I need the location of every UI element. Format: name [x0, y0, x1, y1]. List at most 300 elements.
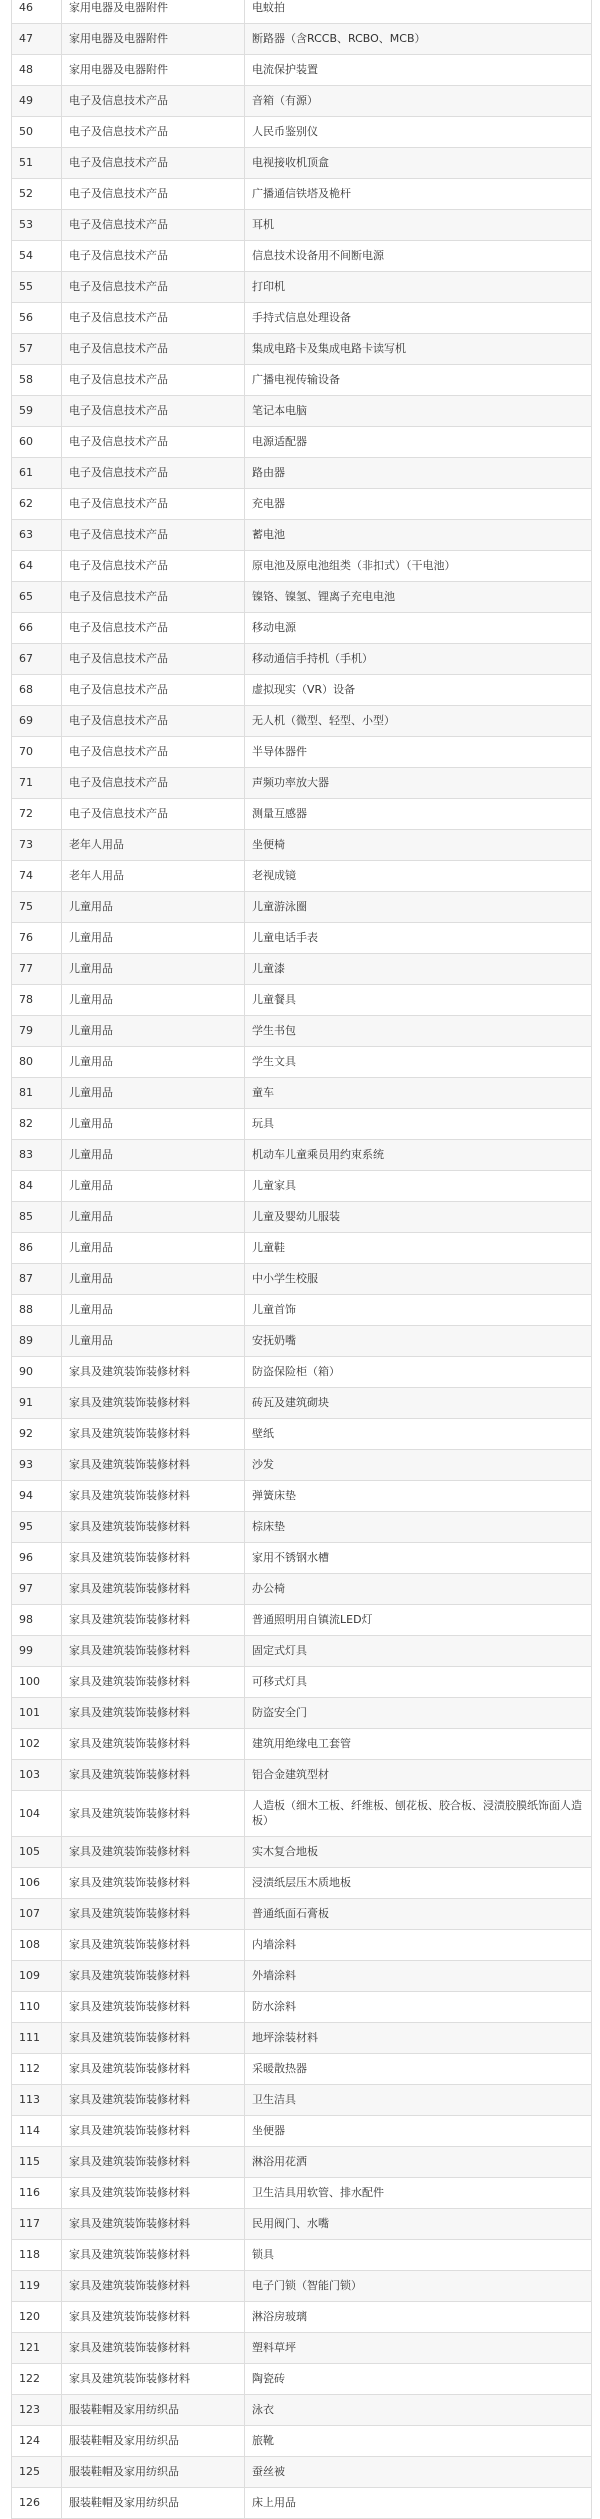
product-category: 电子及信息技术产品	[62, 644, 245, 675]
row-number: 109	[12, 1961, 62, 1992]
table-row	[12, 1233, 592, 1264]
row-number: 53	[12, 210, 62, 241]
product-name: 儿童鞋	[245, 1233, 592, 1264]
product-category: 家具及建筑装饰装修材料	[62, 1512, 245, 1543]
product-name: 锁具	[245, 2240, 592, 2271]
product-name: 原电池及原电池组类（非扣式）（干电池）	[245, 551, 592, 582]
product-name: 手持式信息处理设备	[245, 303, 592, 334]
product-name: 老视成镜	[245, 861, 592, 892]
product-name: 耳机	[245, 210, 592, 241]
row-number: 69	[12, 706, 62, 737]
table-row	[12, 1171, 592, 1202]
product-name: 信息技术设备用不间断电源	[245, 241, 592, 272]
table-row	[12, 55, 592, 86]
product-category: 家具及建筑装饰装修材料	[62, 1760, 245, 1791]
product-name: 笔记本电脑	[245, 396, 592, 427]
row-number: 74	[12, 861, 62, 892]
product-category: 家具及建筑装饰装修材料	[62, 1868, 245, 1899]
product-name: 床上用品	[245, 2488, 592, 2519]
product-category: 家具及建筑装饰装修材料	[62, 1636, 245, 1667]
product-name: 蓄电池	[245, 520, 592, 551]
table-row	[12, 2395, 592, 2426]
table-row	[12, 1450, 592, 1481]
table-row	[12, 520, 592, 551]
table-row	[12, 2147, 592, 2178]
table-row	[12, 272, 592, 303]
table-row	[12, 1264, 592, 1295]
product-name: 儿童漆	[245, 954, 592, 985]
row-number: 51	[12, 148, 62, 179]
product-category: 儿童用品	[62, 1264, 245, 1295]
table-row	[12, 86, 592, 117]
product-category: 儿童用品	[62, 1202, 245, 1233]
product-category: 电子及信息技术产品	[62, 179, 245, 210]
product-category: 家具及建筑装饰装修材料	[62, 2054, 245, 2085]
product-category: 家具及建筑装饰装修材料	[62, 1667, 245, 1698]
row-number: 87	[12, 1264, 62, 1295]
row-number: 120	[12, 2302, 62, 2333]
product-category: 电子及信息技术产品	[62, 241, 245, 272]
product-category: 家具及建筑装饰装修材料	[62, 1992, 245, 2023]
table-row	[12, 0, 592, 24]
table-row	[12, 1636, 592, 1667]
table-row	[12, 1202, 592, 1233]
table-row	[12, 148, 592, 179]
table-row	[12, 1574, 592, 1605]
product-category: 电子及信息技术产品	[62, 520, 245, 551]
row-number: 118	[12, 2240, 62, 2271]
table-row	[12, 210, 592, 241]
product-name: 采暖散热器	[245, 2054, 592, 2085]
table-row	[12, 365, 592, 396]
product-name: 儿童餐具	[245, 985, 592, 1016]
table-row	[12, 458, 592, 489]
product-category: 家具及建筑装饰装修材料	[62, 2209, 245, 2240]
row-number: 123	[12, 2395, 62, 2426]
product-name: 镍铬、镍氢、锂离子充电电池	[245, 582, 592, 613]
row-number: 88	[12, 1295, 62, 1326]
product-name: 外墙涂料	[245, 1961, 592, 1992]
product-category: 儿童用品	[62, 1171, 245, 1202]
product-category: 家具及建筑装饰装修材料	[62, 1574, 245, 1605]
table-row	[12, 1868, 592, 1899]
product-name: 玩具	[245, 1109, 592, 1140]
product-category: 家具及建筑装饰装修材料	[62, 1543, 245, 1574]
row-number: 99	[12, 1636, 62, 1667]
product-name: 移动电源	[245, 613, 592, 644]
product-name: 人民币鉴别仪	[245, 117, 592, 148]
row-number: 108	[12, 1930, 62, 1961]
product-name: 广播通信铁塔及桅杆	[245, 179, 592, 210]
product-category: 电子及信息技术产品	[62, 303, 245, 334]
product-name: 儿童游泳圈	[245, 892, 592, 923]
table-row	[12, 489, 592, 520]
product-name: 泳衣	[245, 2395, 592, 2426]
row-number: 50	[12, 117, 62, 148]
product-category: 家具及建筑装饰装修材料	[62, 1899, 245, 1930]
table-row	[12, 1992, 592, 2023]
row-number: 90	[12, 1357, 62, 1388]
product-category: 服装鞋帽及家用纺织品	[62, 2426, 245, 2457]
product-name: 学生书包	[245, 1016, 592, 1047]
table-row	[12, 1605, 592, 1636]
product-category: 家具及建筑装饰装修材料	[62, 1419, 245, 1450]
row-number: 110	[12, 1992, 62, 2023]
row-number: 121	[12, 2333, 62, 2364]
product-name: 淋浴用花洒	[245, 2147, 592, 2178]
product-category: 服装鞋帽及家用纺织品	[62, 2395, 245, 2426]
row-number: 124	[12, 2426, 62, 2457]
product-category: 家具及建筑装饰装修材料	[62, 2116, 245, 2147]
table-body	[12, 0, 592, 2519]
table-row	[12, 2116, 592, 2147]
row-number: 76	[12, 923, 62, 954]
row-number: 102	[12, 1729, 62, 1760]
product-name: 铝合金建筑型材	[245, 1760, 592, 1791]
product-category: 家具及建筑装饰装修材料	[62, 2271, 245, 2302]
row-number: 113	[12, 2085, 62, 2116]
row-number: 79	[12, 1016, 62, 1047]
row-number: 73	[12, 830, 62, 861]
product-category: 电子及信息技术产品	[62, 210, 245, 241]
table-row	[12, 954, 592, 985]
product-name: 沙发	[245, 1450, 592, 1481]
row-number: 111	[12, 2023, 62, 2054]
product-name: 童车	[245, 1078, 592, 1109]
row-number: 58	[12, 365, 62, 396]
table-row	[12, 2333, 592, 2364]
row-number: 68	[12, 675, 62, 706]
row-number: 70	[12, 737, 62, 768]
table-row	[12, 582, 592, 613]
table-row	[12, 2085, 592, 2116]
product-name: 打印机	[245, 272, 592, 303]
row-number: 95	[12, 1512, 62, 1543]
row-number: 57	[12, 334, 62, 365]
table-row	[12, 923, 592, 954]
row-number: 77	[12, 954, 62, 985]
product-category: 儿童用品	[62, 892, 245, 923]
row-number: 66	[12, 613, 62, 644]
table-row	[12, 179, 592, 210]
row-number: 89	[12, 1326, 62, 1357]
product-name: 固定式灯具	[245, 1636, 592, 1667]
row-number: 97	[12, 1574, 62, 1605]
product-name: 电蚊拍	[245, 0, 592, 24]
product-category: 电子及信息技术产品	[62, 458, 245, 489]
row-number: 63	[12, 520, 62, 551]
row-number: 81	[12, 1078, 62, 1109]
table-row	[12, 427, 592, 458]
table-row	[12, 2023, 592, 2054]
product-category: 儿童用品	[62, 923, 245, 954]
row-number: 64	[12, 551, 62, 582]
product-category: 家具及建筑装饰装修材料	[62, 1357, 245, 1388]
row-number: 80	[12, 1047, 62, 1078]
product-category: 家用电器及电器附件	[62, 24, 245, 55]
product-catalog-table	[11, 0, 592, 2519]
product-name: 浸渍纸层压木质地板	[245, 1868, 592, 1899]
table-row	[12, 1047, 592, 1078]
table-row	[12, 2364, 592, 2395]
product-category: 儿童用品	[62, 985, 245, 1016]
table-row	[12, 1961, 592, 1992]
product-name: 建筑用绝缘电工套管	[245, 1729, 592, 1760]
product-category: 电子及信息技术产品	[62, 117, 245, 148]
table-row	[12, 675, 592, 706]
product-name: 塑料草坪	[245, 2333, 592, 2364]
row-number: 100	[12, 1667, 62, 1698]
product-category: 电子及信息技术产品	[62, 737, 245, 768]
product-name: 儿童首饰	[245, 1295, 592, 1326]
product-category: 家具及建筑装饰装修材料	[62, 1729, 245, 1760]
product-category: 家用电器及电器附件	[62, 0, 245, 24]
product-category: 电子及信息技术产品	[62, 365, 245, 396]
product-name: 弹簧床垫	[245, 1481, 592, 1512]
table-row	[12, 892, 592, 923]
row-number: 82	[12, 1109, 62, 1140]
row-number: 117	[12, 2209, 62, 2240]
product-category: 儿童用品	[62, 1109, 245, 1140]
table-row	[12, 303, 592, 334]
product-category: 电子及信息技术产品	[62, 489, 245, 520]
product-name: 虚拟现实（VR）设备	[245, 675, 592, 706]
table-row	[12, 1698, 592, 1729]
product-category: 家具及建筑装饰装修材料	[62, 2240, 245, 2271]
product-category: 儿童用品	[62, 954, 245, 985]
table-row	[12, 1791, 592, 1837]
table-row	[12, 1760, 592, 1791]
product-category: 服装鞋帽及家用纺织品	[62, 2457, 245, 2488]
table-row	[12, 241, 592, 272]
product-name: 移动通信手持机（手机）	[245, 644, 592, 675]
row-number: 125	[12, 2457, 62, 2488]
row-number: 65	[12, 582, 62, 613]
row-number: 71	[12, 768, 62, 799]
product-category: 家具及建筑装饰装修材料	[62, 1388, 245, 1419]
product-name: 陶瓷砖	[245, 2364, 592, 2395]
product-category: 电子及信息技术产品	[62, 148, 245, 179]
table-row	[12, 2209, 592, 2240]
product-category: 电子及信息技术产品	[62, 86, 245, 117]
product-category: 家具及建筑装饰装修材料	[62, 2085, 245, 2116]
row-number: 46	[12, 0, 62, 24]
product-name: 电源适配器	[245, 427, 592, 458]
product-category: 电子及信息技术产品	[62, 334, 245, 365]
table-row	[12, 2178, 592, 2209]
table-row	[12, 1481, 592, 1512]
product-category: 家具及建筑装饰装修材料	[62, 2302, 245, 2333]
table-row	[12, 1388, 592, 1419]
table-row	[12, 1729, 592, 1760]
table-row	[12, 644, 592, 675]
row-number: 94	[12, 1481, 62, 1512]
product-category: 家具及建筑装饰装修材料	[62, 1481, 245, 1512]
product-name: 民用阀门、水嘴	[245, 2209, 592, 2240]
row-number: 84	[12, 1171, 62, 1202]
product-category: 家具及建筑装饰装修材料	[62, 1791, 245, 1837]
product-name: 普通照明用自镇流LED灯	[245, 1605, 592, 1636]
product-category: 电子及信息技术产品	[62, 427, 245, 458]
product-category: 家具及建筑装饰装修材料	[62, 2147, 245, 2178]
table-row	[12, 1357, 592, 1388]
table-row	[12, 613, 592, 644]
row-number: 112	[12, 2054, 62, 2085]
table-row	[12, 2457, 592, 2488]
row-number: 98	[12, 1605, 62, 1636]
row-number: 67	[12, 644, 62, 675]
row-number: 83	[12, 1140, 62, 1171]
product-name: 音箱（有源）	[245, 86, 592, 117]
row-number: 56	[12, 303, 62, 334]
product-name: 普通纸面石膏板	[245, 1899, 592, 1930]
row-number: 47	[12, 24, 62, 55]
row-number: 104	[12, 1791, 62, 1837]
product-name: 无人机（微型、轻型、小型）	[245, 706, 592, 737]
row-number: 101	[12, 1698, 62, 1729]
product-category: 家具及建筑装饰装修材料	[62, 2178, 245, 2209]
row-number: 59	[12, 396, 62, 427]
product-name: 防盗安全门	[245, 1698, 592, 1729]
product-name: 地坪涂装材料	[245, 2023, 592, 2054]
row-number: 92	[12, 1419, 62, 1450]
table-row	[12, 1899, 592, 1930]
table-row	[12, 1667, 592, 1698]
table-row	[12, 1078, 592, 1109]
product-name: 声频功率放大器	[245, 768, 592, 799]
product-name: 中小学生校服	[245, 1264, 592, 1295]
row-number: 48	[12, 55, 62, 86]
table-row	[12, 1930, 592, 1961]
row-number: 93	[12, 1450, 62, 1481]
product-name: 儿童家具	[245, 1171, 592, 1202]
table-row	[12, 2426, 592, 2457]
product-name: 砖瓦及建筑砌块	[245, 1388, 592, 1419]
row-number: 54	[12, 241, 62, 272]
product-name: 电视接收机顶盒	[245, 148, 592, 179]
product-name: 卫生洁具用软管、排水配件	[245, 2178, 592, 2209]
product-category: 儿童用品	[62, 1326, 245, 1357]
table-row	[12, 1419, 592, 1450]
product-name: 实木复合地板	[245, 1837, 592, 1868]
product-category: 家具及建筑装饰装修材料	[62, 2364, 245, 2395]
row-number: 75	[12, 892, 62, 923]
product-name: 办公椅	[245, 1574, 592, 1605]
product-category: 电子及信息技术产品	[62, 799, 245, 830]
product-name: 学生文具	[245, 1047, 592, 1078]
product-category: 家具及建筑装饰装修材料	[62, 2333, 245, 2364]
row-number: 119	[12, 2271, 62, 2302]
product-category: 电子及信息技术产品	[62, 706, 245, 737]
product-category: 电子及信息技术产品	[62, 768, 245, 799]
table-row	[12, 861, 592, 892]
product-category: 电子及信息技术产品	[62, 675, 245, 706]
table-row	[12, 1295, 592, 1326]
product-name: 蚕丝被	[245, 2457, 592, 2488]
product-name: 棕床垫	[245, 1512, 592, 1543]
product-name: 电子门锁（智能门锁）	[245, 2271, 592, 2302]
product-name: 半导体器件	[245, 737, 592, 768]
row-number: 61	[12, 458, 62, 489]
table-row	[12, 768, 592, 799]
product-name: 内墙涂料	[245, 1930, 592, 1961]
table-row	[12, 2488, 592, 2519]
row-number: 86	[12, 1233, 62, 1264]
product-category: 电子及信息技术产品	[62, 613, 245, 644]
product-name: 断路器（含RCCB、RCBO、MCB）	[245, 24, 592, 55]
product-category: 家具及建筑装饰装修材料	[62, 2023, 245, 2054]
table-row	[12, 706, 592, 737]
table-row	[12, 1326, 592, 1357]
product-name: 电流保护装置	[245, 55, 592, 86]
row-number: 105	[12, 1837, 62, 1868]
table-row	[12, 1837, 592, 1868]
row-number: 96	[12, 1543, 62, 1574]
table-row	[12, 799, 592, 830]
product-category: 儿童用品	[62, 1295, 245, 1326]
product-category: 电子及信息技术产品	[62, 551, 245, 582]
table-row	[12, 2240, 592, 2271]
table-row	[12, 1512, 592, 1543]
product-category: 家用电器及电器附件	[62, 55, 245, 86]
product-category: 儿童用品	[62, 1078, 245, 1109]
row-number: 91	[12, 1388, 62, 1419]
product-category: 家具及建筑装饰装修材料	[62, 1961, 245, 1992]
product-name: 可移式灯具	[245, 1667, 592, 1698]
product-name: 坐便椅	[245, 830, 592, 861]
product-name: 集成电路卡及集成电路卡读写机	[245, 334, 592, 365]
table-row	[12, 2271, 592, 2302]
row-number: 85	[12, 1202, 62, 1233]
product-category: 家具及建筑装饰装修材料	[62, 1450, 245, 1481]
table-row	[12, 551, 592, 582]
product-name: 卫生洁具	[245, 2085, 592, 2116]
product-name: 旅靴	[245, 2426, 592, 2457]
table-row	[12, 737, 592, 768]
table-row	[12, 1543, 592, 1574]
product-name: 广播电视传输设备	[245, 365, 592, 396]
row-number: 122	[12, 2364, 62, 2395]
row-number: 107	[12, 1899, 62, 1930]
table-row	[12, 830, 592, 861]
row-number: 72	[12, 799, 62, 830]
product-name: 防盗保险柜（箱）	[245, 1357, 592, 1388]
row-number: 49	[12, 86, 62, 117]
product-category: 电子及信息技术产品	[62, 272, 245, 303]
table-row	[12, 2302, 592, 2333]
row-number: 78	[12, 985, 62, 1016]
product-name: 淋浴房玻璃	[245, 2302, 592, 2333]
product-name: 机动车儿童乘员用约束系统	[245, 1140, 592, 1171]
product-category: 家具及建筑装饰装修材料	[62, 1698, 245, 1729]
product-name: 儿童电话手表	[245, 923, 592, 954]
product-name: 儿童及婴幼儿服装	[245, 1202, 592, 1233]
product-category: 儿童用品	[62, 1047, 245, 1078]
table-row	[12, 24, 592, 55]
table-row	[12, 117, 592, 148]
product-name: 壁纸	[245, 1419, 592, 1450]
row-number: 55	[12, 272, 62, 303]
product-category: 儿童用品	[62, 1140, 245, 1171]
product-category: 服装鞋帽及家用纺织品	[62, 2488, 245, 2519]
product-name: 充电器	[245, 489, 592, 520]
product-name: 测量互感器	[245, 799, 592, 830]
product-category: 儿童用品	[62, 1233, 245, 1264]
table-row	[12, 985, 592, 1016]
table-row	[12, 2054, 592, 2085]
table-row	[12, 334, 592, 365]
product-category: 电子及信息技术产品	[62, 582, 245, 613]
